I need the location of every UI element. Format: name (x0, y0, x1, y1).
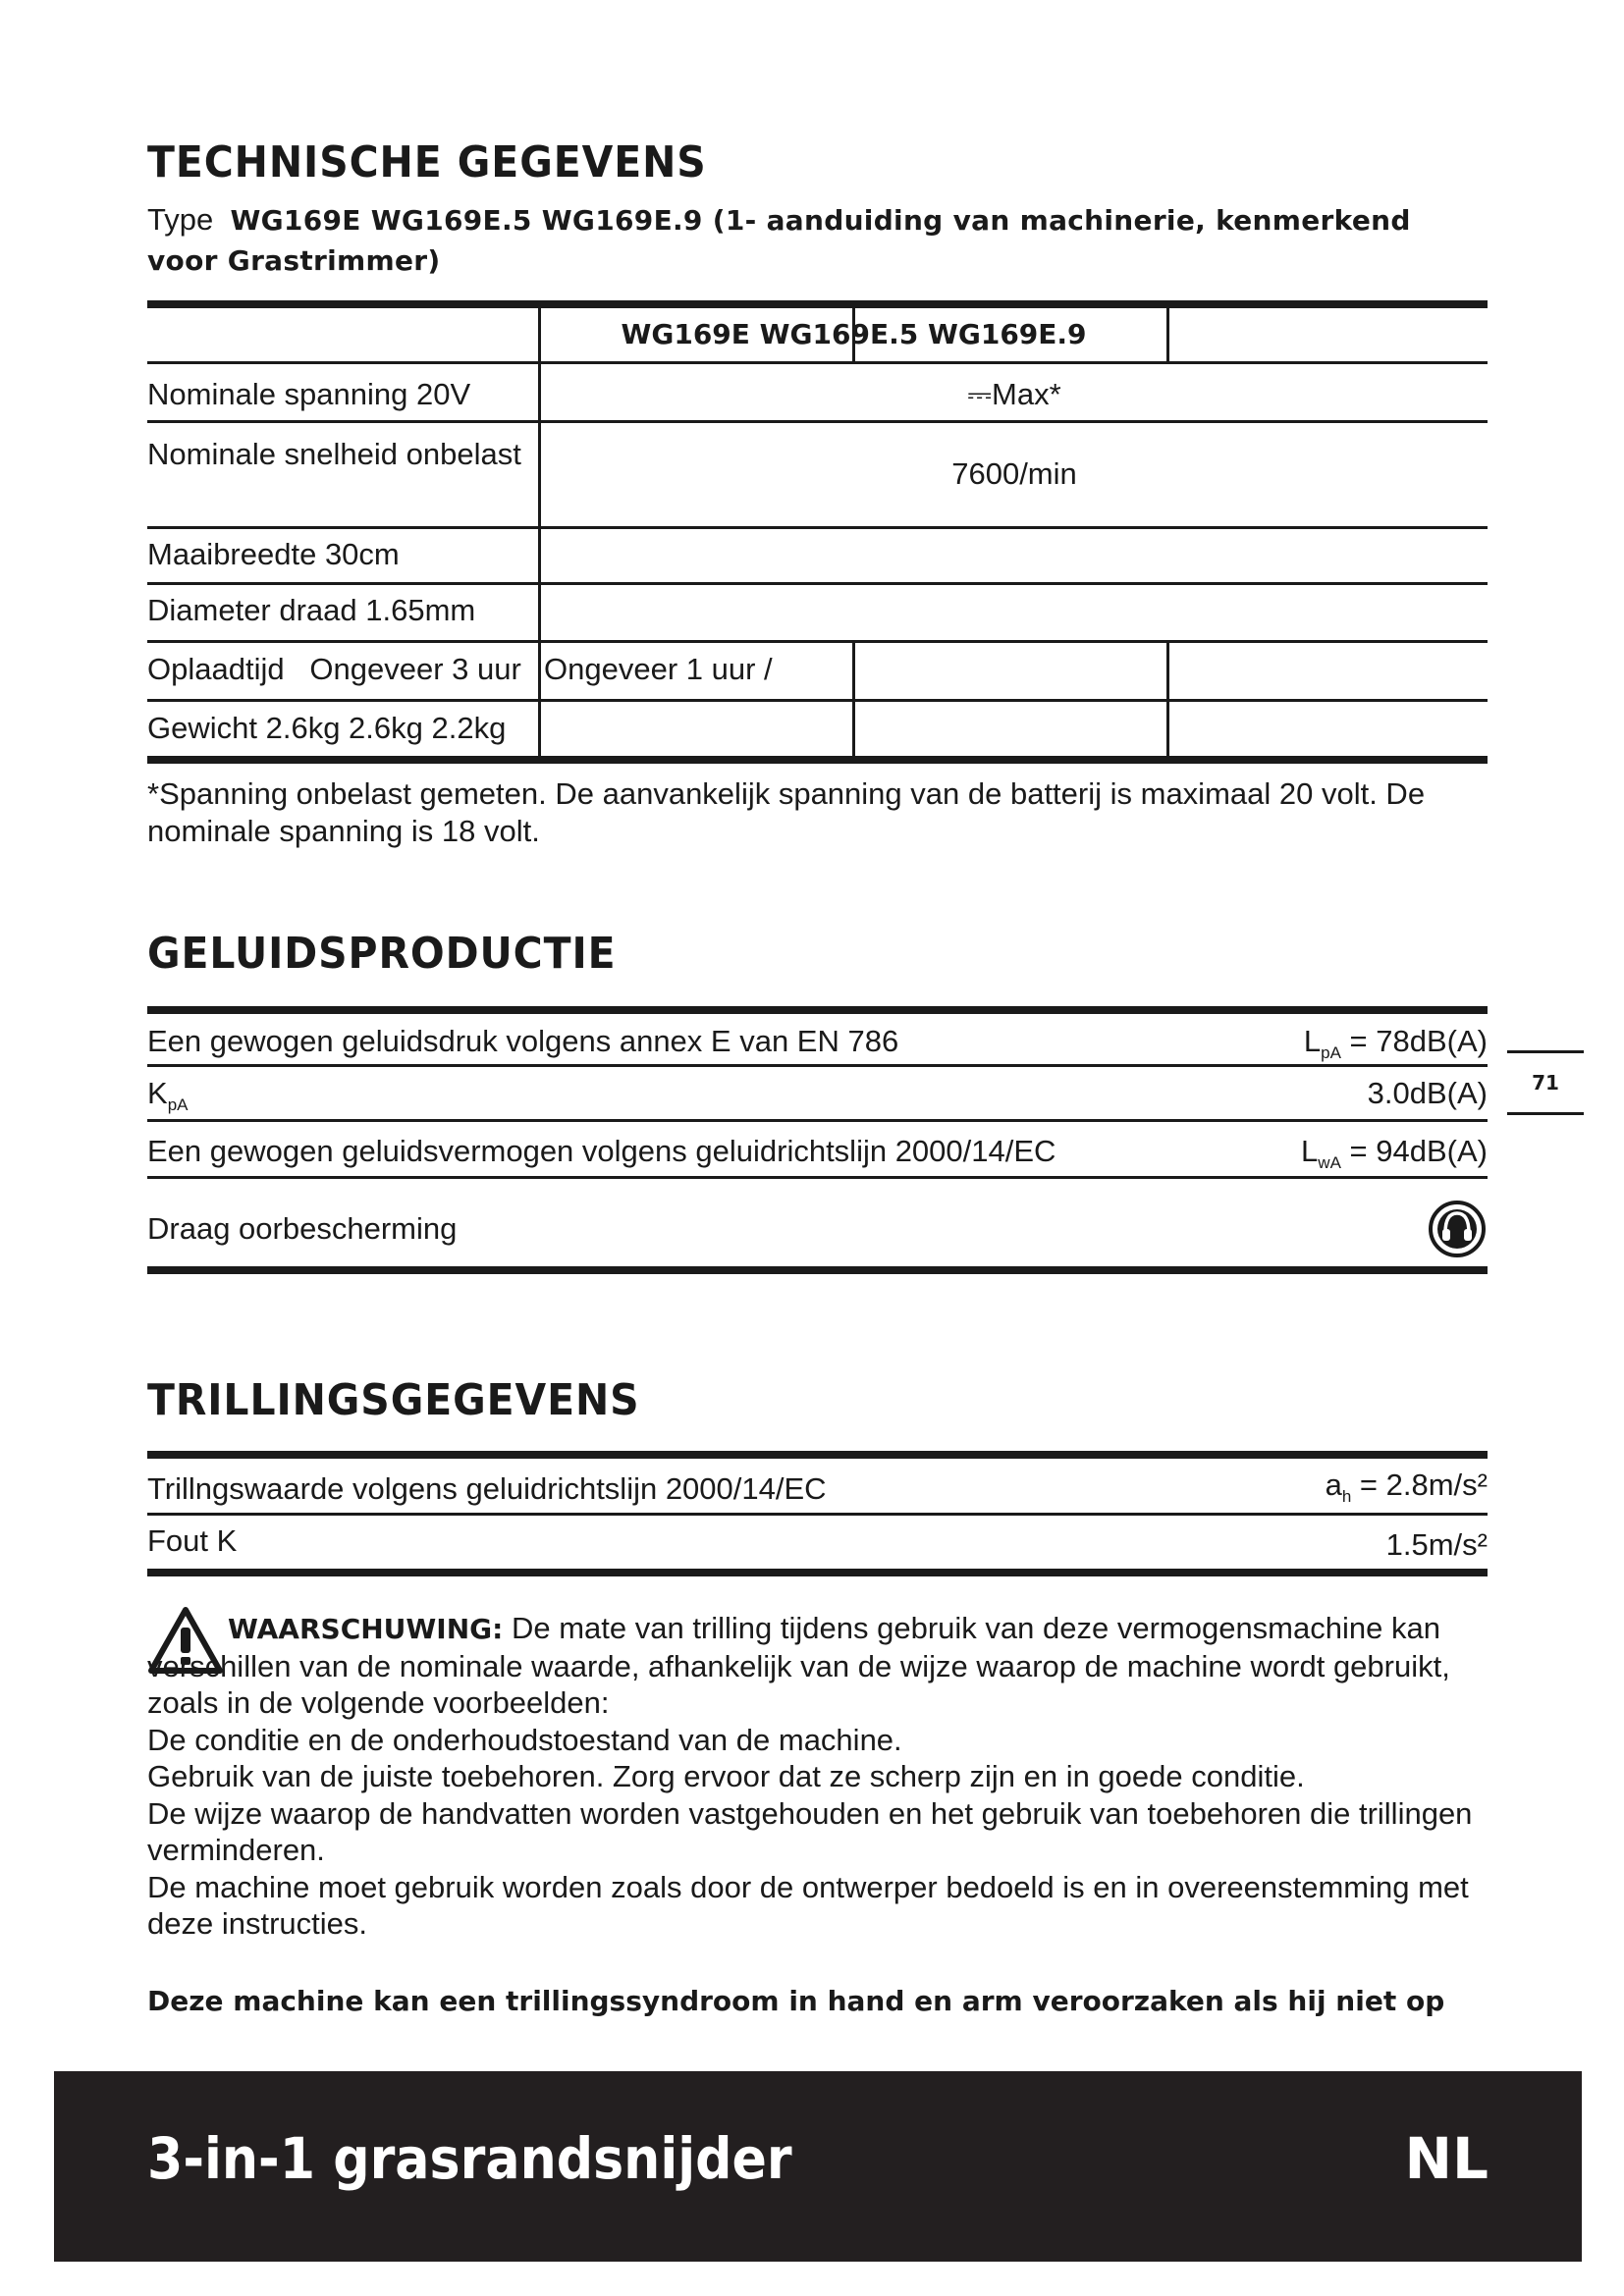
row-divider (147, 640, 1488, 643)
closing-sentence: Deze machine kan een trillingssyndroom in hand en arm veroorzaken als hij niet op (147, 1985, 1445, 2017)
warning-line: De wijze waarop de handvatten worden vastgehouden en het gebruik van toebehoren die trillingen verminderen. (147, 1795, 1473, 1867)
value-subscript: h (1341, 1487, 1352, 1507)
noise-row-label (147, 1075, 736, 1124)
noise-row-value (1178, 1133, 1488, 1182)
table-row-value: 7600/min (951, 456, 1077, 491)
table-row-label: Nominale snelheid onbelast (147, 437, 521, 471)
vibration-heading: TRILLINGSGEGEVENS (147, 1375, 640, 1425)
value-number: = 78dB(A) (1349, 1024, 1488, 1058)
table-row-label: Gewicht 2.6kg 2.6kg 2.2kg (147, 711, 507, 745)
footer-title: 3-in-1 grasrandsnijder (147, 2125, 792, 2192)
table-row-label: Diameter draad 1.65mm (147, 593, 476, 627)
page-number-marker (1507, 1050, 1584, 1115)
row-divider (147, 526, 1488, 529)
tech-heading: TECHNISCHE GEGEVENS (147, 137, 707, 187)
noise-row-label: Draag oorbescherming (147, 1211, 458, 1246)
table-row-value (541, 376, 1488, 413)
warning-line: Gebruik van de juiste toebehoren. Zorg ervoor dat ze scherp zijn en in goede conditie. (147, 1759, 1305, 1793)
table-top-rule (147, 1006, 1488, 1014)
noise-row-value (1178, 1023, 1488, 1072)
table-bottom-rule (147, 756, 1488, 764)
warning-intro (147, 1610, 1497, 1722)
noise-row-value: 3.0dB(A) (1367, 1076, 1488, 1110)
value-symbol: L (1301, 1134, 1319, 1168)
label-symbol: K (147, 1076, 168, 1110)
vibration-row-value (1178, 1467, 1488, 1516)
dc-symbol-icon: ⎓ (967, 377, 993, 411)
label-subscript: pA (167, 1095, 189, 1115)
type-label: Type (147, 202, 214, 237)
voltage-value: Max* (992, 377, 1061, 411)
vibration-row-label: Trillngswaarde volgens geluidrichtslijn 2000/14/EC (147, 1471, 827, 1506)
table-top-rule (147, 300, 1488, 308)
value-symbol: a (1325, 1468, 1342, 1502)
table-row-label: Maaibreedte 30cm (147, 537, 400, 571)
vibration-row-label: Fout K (147, 1523, 238, 1558)
ear-protection-icon (1428, 1200, 1487, 1258)
vibration-row-value: 1.5m/s² (1385, 1527, 1488, 1562)
value-number: = 94dB(A) (1349, 1134, 1488, 1168)
row-divider (147, 361, 1488, 364)
voltage-note: *Spanning onbelast gemeten. De aanvankelijk spanning van de batterij is maximaal 20 volt. De nominale spanning is 18 volt. (147, 776, 1426, 848)
noise-row-label: Een gewogen geluidsvermogen volgens geluidrichtslijn 2000/14/EC (147, 1134, 1056, 1168)
row-divider (147, 420, 1488, 423)
table-top-rule (147, 1451, 1488, 1459)
table-row-value: Ongeveer 1 uur / (544, 652, 773, 686)
table-bottom-rule (147, 1569, 1488, 1576)
footer-bar (54, 2071, 1582, 2262)
table-header-models: WG169E WG169E.5 WG169E.9 (621, 318, 1087, 350)
page-number: 71 (1532, 1071, 1559, 1095)
warning-line: De machine moet gebruik worden zoals door de ontwerper bedoeld is en in overeenstemming met deze instructies. (147, 1869, 1469, 1941)
warning-line: De mate van trilling tijdens gebruik van deze vermogensmachine kan verschillen van de nominale waarde, afhankelijk van de wijze waarop de machine wordt gebruikt, zoals in de volgende voorbeelden: (147, 1611, 1450, 1720)
row-divider (147, 699, 1488, 702)
warning-block (147, 1610, 1497, 1943)
value-subscript: wA (1318, 1153, 1341, 1173)
noise-heading: GELUIDSPRODUCTIE (147, 929, 617, 979)
type-description: WG169E WG169E.5 WG169E.9 (1- aanduiding van machinerie, kenmerkend voor Grastrimmer) (147, 204, 1411, 277)
value-symbol: L (1303, 1024, 1322, 1058)
table-row-label: Nominale spanning 20V (147, 377, 471, 411)
column-divider (1166, 641, 1169, 757)
row-divider (147, 582, 1488, 585)
noise-row-label: Een gewogen geluidsdruk volgens annex E van EN 786 (147, 1024, 899, 1058)
language-code: NL (1404, 2125, 1489, 2192)
warning-line: De conditie en de onderhoudstoestand van de machine. (147, 1722, 902, 1757)
column-divider (1166, 308, 1169, 363)
table-row-label: Oplaadtijd Ongeveer 3 uur (147, 652, 521, 686)
type-line (147, 200, 1488, 281)
table-bottom-rule (147, 1266, 1488, 1274)
column-divider (852, 641, 855, 757)
value-number: = 2.8m/s² (1359, 1468, 1488, 1502)
warning-title: WAARSCHUWING: (228, 1613, 504, 1645)
value-subscript: pA (1321, 1043, 1341, 1063)
